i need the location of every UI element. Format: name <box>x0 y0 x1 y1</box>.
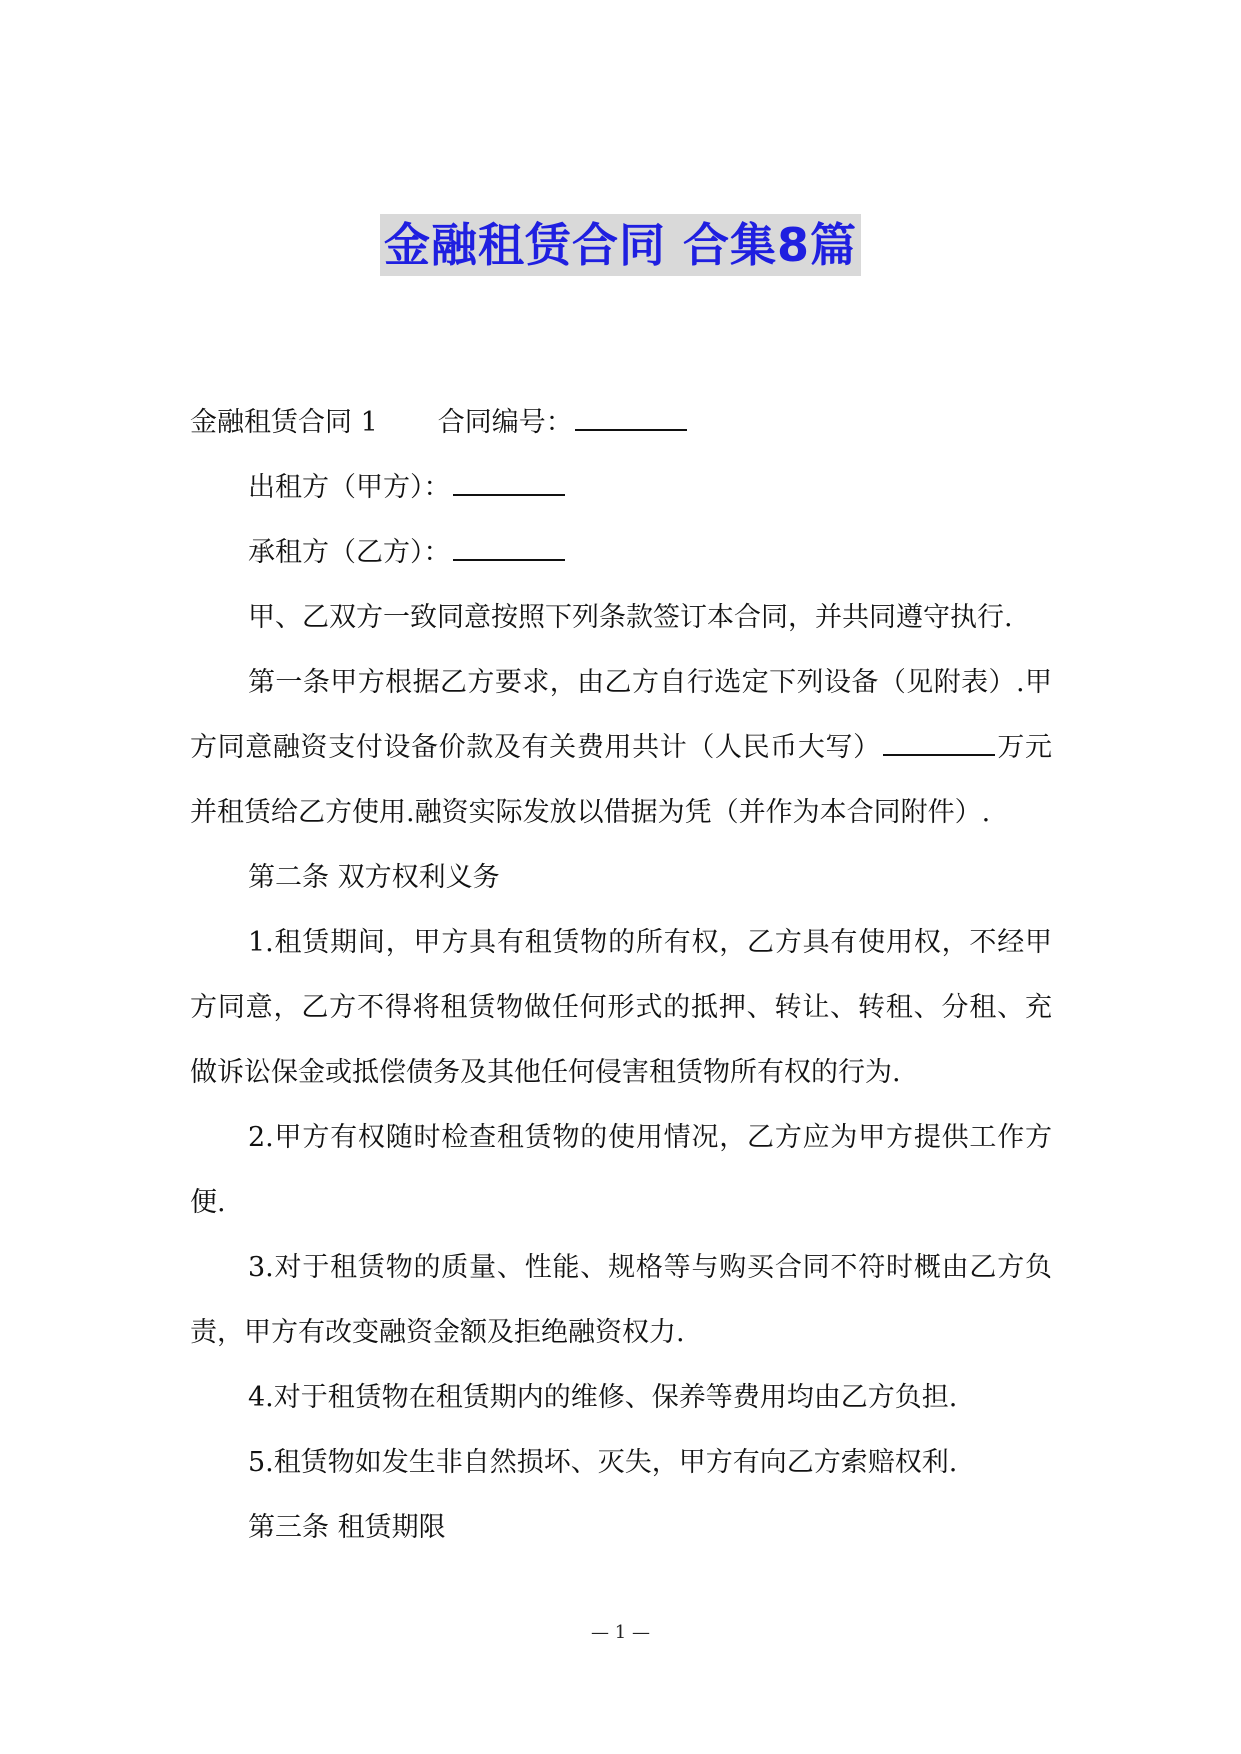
contract-number-label: 合同编号： <box>437 407 573 438</box>
clause-4: 4.对于租赁物在租赁期内的维修、保养等费用均由乙方负担. <box>248 1382 958 1413</box>
clause-1: 1.租赁期间，甲方具有租赁物的所有权，乙方具有使用权，不经甲方同意，乙方不得将租赁物做任何形式的抵押、转让、转租、分租、充做诉讼保金或抵偿债务及其他任何侵害租赁物所有权的行为. <box>190 927 1052 1088</box>
article-two-heading: 第二条 双方权利义务 <box>248 862 500 893</box>
article-one-text-a: 第一条甲方根据乙方要求，由乙方自行选定下列设备（见附表）.甲方同意融资支付设备价款及有关费用共计（人民币大写） <box>190 667 1052 763</box>
clause-2: 2.甲方有权随时检查租赁物的使用情况，乙方应为甲方提供工作方便. <box>190 1122 1052 1218</box>
article-one-text-b: 万元并租赁给乙方使用.融资实际发放以借据为凭（并作为本合同附件）. <box>190 732 1053 828</box>
amount-blank <box>883 728 995 756</box>
page-number: — 1 — <box>591 1622 650 1643</box>
clause-5: 5.租赁物如发生非自然损坏、灭失，甲方有向乙方索赔权利. <box>248 1447 958 1478</box>
contract-name: 金融租赁合同 1 <box>190 407 378 438</box>
contract-header-line <box>190 390 1052 455</box>
document-title: 金融租赁合同 合集8篇 <box>380 214 861 276</box>
lessor-label: 出租方（甲方）： <box>248 472 451 503</box>
title-container <box>0 214 1241 276</box>
lessee-line <box>190 520 1052 585</box>
contract-number-blank <box>575 403 687 431</box>
clause-3: 3.对于租赁物的质量、性能、规格等与购买合同不符时概由乙方负责，甲方有改变融资金额及拒绝融资权力. <box>190 1252 1052 1348</box>
lessee-label: 承租方（乙方）： <box>248 537 451 568</box>
lessor-line <box>190 455 1052 520</box>
agreement-paragraph: 甲、乙双方一致同意按照下列条款签订本合同，并共同遵守执行. <box>248 602 1013 633</box>
lessor-blank <box>453 468 565 496</box>
document-body <box>190 390 1052 1560</box>
article-three-heading: 第三条 租赁期限 <box>248 1512 446 1543</box>
article-one-paragraph <box>190 650 1052 845</box>
lessee-blank <box>453 533 565 561</box>
